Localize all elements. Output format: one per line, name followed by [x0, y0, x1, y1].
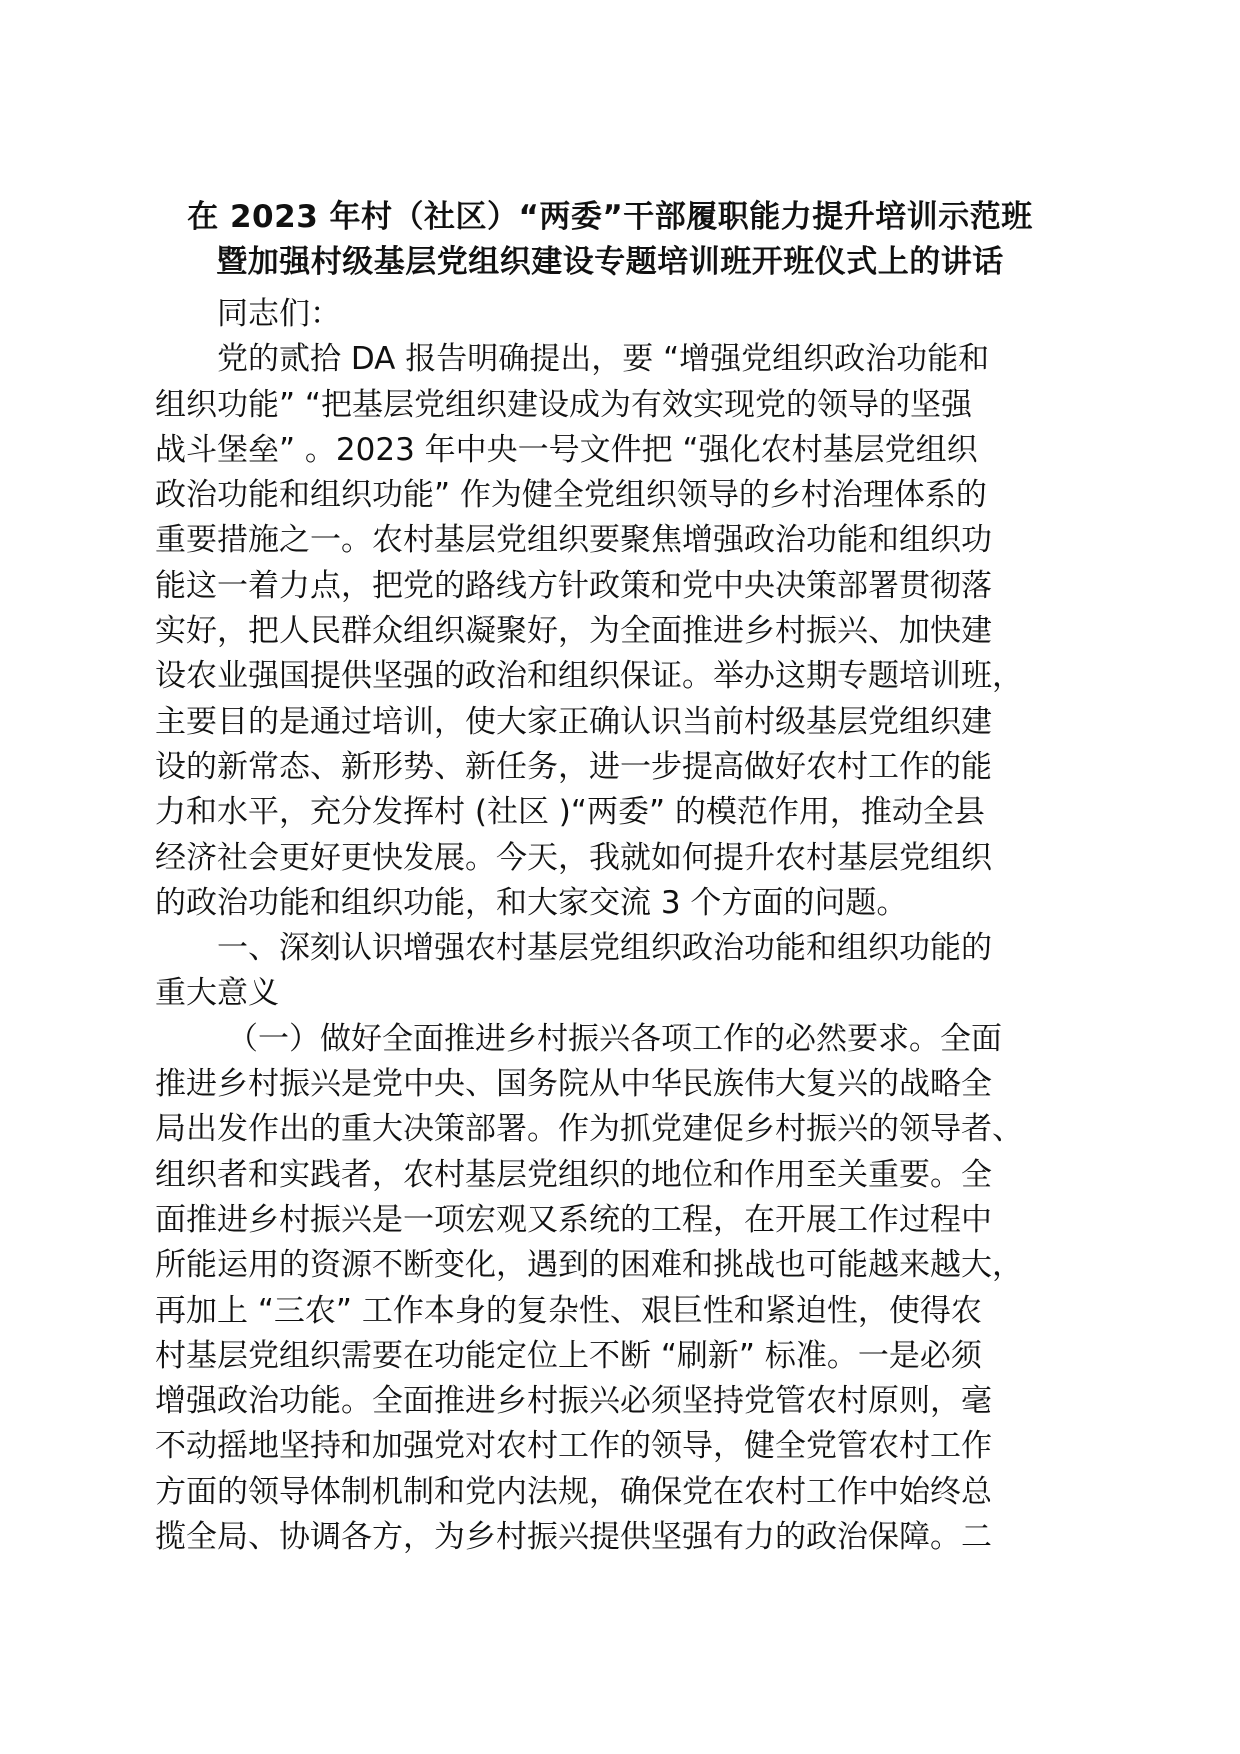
body-line: 重要措施之一。农村基层党组织要聚焦增强政治功能和组织功 — [155, 522, 992, 559]
body-line: 的政治功能和组织功能，和大家交流 3 个方面的问题。 — [155, 884, 908, 921]
body-line: 设的新常态、新形势、新任务，进一步提高做好农村工作的能 — [155, 748, 992, 785]
salutation: 同志们： — [217, 296, 341, 332]
body-line: 方面的领导体制机制和党内法规，确保党在农村工作中始终总 — [155, 1473, 992, 1510]
body-line: 经济社会更好更快发展。今天，我就如何提升农村基层党组织 — [155, 839, 992, 876]
title-line-2: 暨加强村级基层党组织建设专题培训班开班仪式上的讲话 — [216, 244, 1004, 280]
title-line-1: 在 2023 年村（社区）“两委”干部履职能力提升培训示范班 — [187, 199, 1033, 235]
subsection-line: （一）做好全面推进乡村振兴各项工作的必然要求。全面 — [227, 1020, 1002, 1057]
body-line: 能这一着力点，把党的路线方针政策和党中央决策部署贯彻落 — [155, 567, 992, 604]
body-line: 组织者和实践者，农村基层党组织的地位和作用至关重要。全 — [155, 1156, 992, 1193]
body-line: 战斗堡垒” 。2023 年中央一号文件把 “强化农村基层党组织 — [155, 431, 978, 468]
document-title — [140, 195, 1080, 285]
body-line: 党的贰拾 DA 报告明确提出，要 “增强党组织政治功能和 — [217, 341, 990, 378]
body-line: 力和水平，充分发挥村 (社区 )“两委” 的模范作用，推动全县 — [155, 794, 985, 831]
body-line: 村基层党组织需要在功能定位上不断 “刷新” 标准。一是必须 — [155, 1337, 982, 1374]
body-line: 组织功能” “把基层党组织建设成为有效实现党的领导的坚强 — [155, 386, 972, 423]
body-line: 面推进乡村振兴是一项宏观又系统的工程，在开展工作过程中 — [155, 1201, 992, 1238]
body-line: 再加上 “三农” 工作本身的复杂性、艰巨性和紧迫性，使得农 — [155, 1292, 982, 1329]
body-line: 政治功能和组织功能” 作为健全党组织领导的乡村治理体系的 — [155, 477, 987, 514]
body-line: 增强政治功能。全面推进乡村振兴必须坚持党管农村原则，毫 — [155, 1383, 992, 1420]
document-body — [155, 292, 1080, 1560]
body-line: 设农业强国提供坚强的政治和组织保证。举办这期专题培训班， — [155, 658, 1023, 695]
body-line: 揽全局、协调各方，为乡村振兴提供坚强有力的政治保障。二 — [155, 1519, 992, 1556]
body-line: 推进乡村振兴是党中央、国务院从中华民族伟大复兴的战略全 — [155, 1066, 992, 1103]
body-line: 实好，把人民群众组织凝聚好，为全面推进乡村振兴、加快建 — [155, 613, 992, 650]
body-line: 不动摇地坚持和加强党对农村工作的领导，健全党管农村工作 — [155, 1428, 992, 1465]
section-heading-continued: 重大意义 — [155, 975, 279, 1012]
section-heading: 一、深刻认识增强农村基层党组织政治功能和组织功能的 — [217, 930, 992, 967]
body-line: 所能运用的资源不断变化，遇到的困难和挑战也可能越来越大， — [155, 1247, 1023, 1284]
body-line: 主要目的是通过培训，使大家正确认识当前村级基层党组织建 — [155, 703, 992, 740]
body-line: 局出发作出的重大决策部署。作为抓党建促乡村振兴的领导者、 — [155, 1111, 1023, 1148]
